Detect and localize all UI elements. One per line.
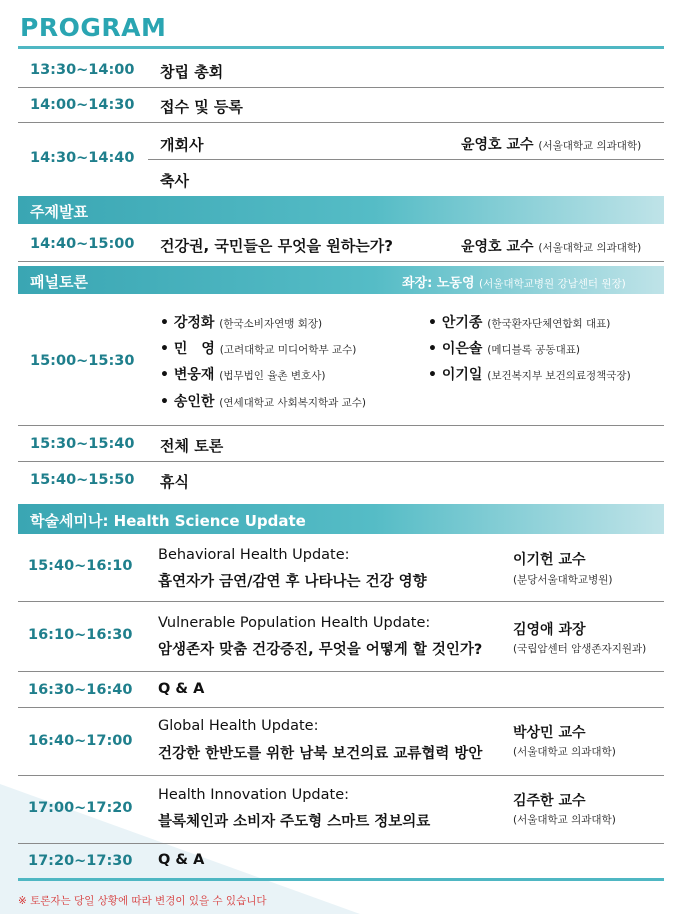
footnote: ※ 토론자는 당일 상황에 따라 변경이 있을 수 있습니다: [18, 895, 267, 907]
opening-speaker: 윤영호 교수 (서울대학교 의과대학): [461, 137, 642, 153]
keynote-speaker: 윤영호 교수 (서울대학교 의과대학): [461, 239, 642, 255]
keynote-band-title: 주제발표: [30, 203, 88, 221]
seminar-row: [18, 602, 664, 672]
panelist: • 안기종 (한국환자단체연합회 대표): [428, 315, 611, 331]
seminar-speaker: 김주한 교수: [513, 793, 586, 809]
row-time: 14:40~15:00: [30, 236, 135, 252]
panelist: • 이기일 (보건복지부 보건의료정책국장): [428, 367, 631, 383]
schedule-row: [18, 462, 664, 500]
seminar-speaker: 김영애 과장: [513, 622, 586, 638]
row-time: 17:00~17:20: [28, 800, 133, 816]
row-label: 접수 및 등록: [160, 98, 243, 116]
seminar-row: [18, 776, 664, 844]
seminar-title: Behavioral Health Update:: [158, 547, 350, 563]
row-time: 13:30~14:00: [30, 62, 135, 78]
row-time: 16:10~16:30: [28, 627, 133, 643]
panelist: • 송인한 (연세대학교 사회복지학과 교수): [160, 394, 367, 410]
keynote-band: [18, 196, 664, 224]
seminar-band: [18, 504, 664, 534]
seminar-row: [18, 844, 664, 878]
schedule-row-opening: [18, 123, 664, 195]
seminar-row: [18, 672, 664, 708]
panel-band-title: 패널토론: [30, 273, 88, 291]
row-time: 16:30~16:40: [28, 682, 133, 698]
row-time: 14:00~14:30: [30, 97, 135, 113]
opening-address-label: 개회사: [160, 136, 204, 154]
row-time: 16:40~17:00: [28, 733, 133, 749]
row-label: 전체 토론: [160, 437, 224, 455]
row-label: 휴식: [160, 473, 189, 491]
seminar-subtitle: 건강한 한반도를 위한 남북 보건의료 교류협력 방안: [158, 746, 483, 762]
schedule-row: [18, 426, 664, 462]
seminar-affil: (국립암센터 암생존자지원과): [513, 643, 647, 655]
seminar-subtitle: 흡연자가 금연/감연 후 나타나는 건강 영향: [158, 574, 427, 590]
panelist: • 민 영 (고려대학교 미디어학부 교수): [160, 341, 357, 357]
row-label: 창립 총회: [160, 63, 224, 81]
seminar-affil: (분당서울대학교병원): [513, 574, 613, 586]
seminar-subtitle: 암생존자 맞춤 건강증진, 무엇을 어떻게 할 것인가?: [158, 642, 483, 658]
row-time: 17:20~17:30: [28, 853, 133, 869]
panel-chair: 좌장: 노동영 (서울대학교병원 강남센터 원장): [402, 276, 626, 291]
page-title: PROGRAM: [20, 13, 167, 42]
sub-divider: [148, 159, 664, 160]
schedule-row: [18, 52, 664, 88]
panelist: • 변웅재 (법무법인 율촌 변호사): [160, 367, 326, 383]
seminar-title: Health Innovation Update:: [158, 787, 349, 803]
panelist: • 이은솔 (메디블록 공동대표): [428, 341, 580, 357]
row-time: 15:30~15:40: [30, 436, 135, 452]
seminar-title: Q & A: [158, 852, 205, 868]
seminar-affil: (서울대학교 의과대학): [513, 746, 616, 758]
seminar-band-title: 학술세미나: Health Science Update: [30, 512, 306, 530]
seminar-row: [18, 708, 664, 776]
panel-row: [18, 294, 664, 426]
seminar-speaker: 박상민 교수: [513, 725, 586, 741]
bottom-divider: [18, 878, 664, 881]
seminar-subtitle: 블록체인과 소비자 주도형 스마트 정보의료: [158, 814, 431, 830]
title-divider: [18, 46, 664, 49]
seminar-affil: (서울대학교 의과대학): [513, 814, 616, 826]
seminar-speaker: 이기헌 교수: [513, 552, 586, 568]
seminar-title: Q & A: [158, 681, 205, 697]
panelist: • 강정화 (한국소비자연맹 회장): [160, 315, 323, 331]
row-time: 14:30~14:40: [30, 150, 135, 166]
row-time: 15:40~16:10: [28, 558, 133, 574]
row-time: 15:00~15:30: [30, 353, 135, 369]
seminar-title: Global Health Update:: [158, 718, 319, 734]
seminar-title: Vulnerable Population Health Update:: [158, 615, 431, 631]
congrats-label: 축사: [160, 172, 189, 190]
seminar-row: [18, 534, 664, 602]
keynote-row: [18, 224, 664, 262]
row-time: 15:40~15:50: [30, 472, 135, 488]
schedule-row: [18, 88, 664, 123]
keynote-topic: 건강권, 국민들은 무엇을 원하는가?: [160, 237, 393, 255]
panel-band: [18, 266, 664, 294]
